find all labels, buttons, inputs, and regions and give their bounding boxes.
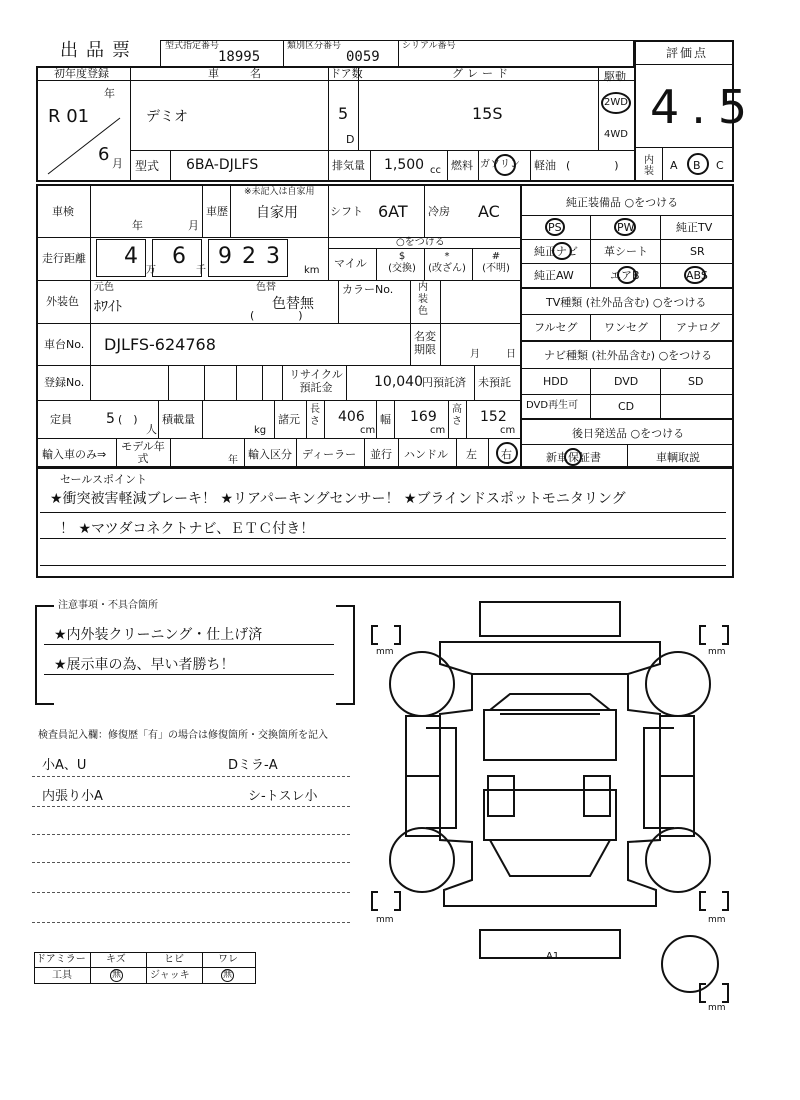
inspector-row1-left: 小A、U bbox=[42, 758, 87, 773]
notes-line-1: ★内外装クリーニング・仕上げ済 bbox=[54, 627, 263, 643]
mileage-opt-mile: マイル bbox=[334, 257, 367, 270]
notes-bracket bbox=[34, 604, 356, 708]
fuel-gasoline: ガソリン bbox=[480, 159, 520, 170]
recycle-status: 円預託済 bbox=[422, 376, 466, 389]
sheet-title: 出品票 bbox=[60, 40, 138, 61]
interior-a: A bbox=[670, 159, 678, 172]
tv-fullseg: フルセグ bbox=[534, 321, 578, 334]
mileage-digit-1: 4 bbox=[124, 244, 138, 269]
handle-left: 左 bbox=[466, 448, 477, 461]
type-spec-value: 18995 bbox=[218, 49, 261, 65]
later-warranty: 新車保証書 bbox=[546, 451, 601, 464]
tv-oneseg: ワンセグ bbox=[604, 321, 648, 334]
interior-label: 内装 bbox=[644, 155, 654, 177]
navi-hdd: HDD bbox=[543, 375, 569, 388]
navi-title: ナビ種類 (社外品含む) ○をつける bbox=[544, 349, 713, 362]
grade-label: グレード bbox=[452, 67, 512, 80]
import-label: 輸入車のみ⇒ bbox=[42, 448, 107, 461]
doors-value: 5 bbox=[338, 104, 349, 123]
doors-label: ドア数 bbox=[330, 67, 363, 80]
model-year-unit: 年 bbox=[228, 455, 238, 466]
name-change-month: 月 bbox=[470, 349, 480, 360]
equip-tv: 純正TV bbox=[676, 221, 713, 234]
missing-h3: ヒビ bbox=[164, 954, 184, 965]
notes-label: 注意事項・不具合箇所 bbox=[58, 600, 158, 611]
chassis-value: DJLFS-624768 bbox=[104, 335, 216, 354]
import-type-label: 輸入区分 bbox=[248, 448, 292, 461]
grade-value: 15S bbox=[472, 104, 503, 123]
mileage-digit-4: 2 bbox=[242, 244, 256, 269]
height-value: 152 bbox=[480, 409, 507, 425]
category-label: 類別区分番号 bbox=[287, 41, 342, 51]
rating-value: 4.5 bbox=[650, 80, 760, 134]
tv-analog: アナログ bbox=[676, 321, 720, 334]
missing-jack-value: 無 bbox=[223, 970, 233, 980]
height-unit: cm bbox=[500, 425, 516, 436]
repaint-value: 色替無 bbox=[272, 296, 314, 312]
inspector-row1-right: Dミラ-A bbox=[228, 758, 278, 773]
equip-abs-circle bbox=[684, 266, 706, 284]
navi-dvd-playback: DVD再生可 bbox=[526, 400, 579, 411]
capacity-value: 5 bbox=[106, 411, 115, 427]
capacity-label: 定員 bbox=[50, 413, 72, 426]
drive-4wd: 4WD bbox=[604, 129, 628, 140]
equip-pw: PW bbox=[617, 221, 635, 234]
displacement-unit: cc bbox=[430, 165, 441, 176]
handle-right: 右 bbox=[501, 448, 512, 461]
shift-value: 6AT bbox=[378, 202, 408, 221]
model-value: 6BA-DJLFS bbox=[186, 157, 259, 173]
mileage-opt-unknown: # (不明) bbox=[482, 251, 510, 274]
displacement-value: 1,500 bbox=[384, 157, 425, 173]
first-reg-month: 6 bbox=[98, 144, 110, 165]
inspector-label: 検査員記入欄：修復歴「有」の場合は修復箇所・交換箇所を記入 bbox=[38, 730, 328, 741]
import-parallel: 並行 bbox=[370, 448, 392, 461]
name-change-day: 日 bbox=[506, 349, 516, 360]
shift-label: シフト bbox=[330, 205, 363, 218]
mm-rear-right: mm bbox=[708, 915, 726, 925]
repaint-paren: ( ) bbox=[250, 309, 303, 322]
ac-value: AC bbox=[478, 202, 500, 221]
later-title: 後日発送品 ○をつける bbox=[572, 427, 685, 440]
year-unit: 年 bbox=[104, 87, 115, 100]
missing-tool-label: 工具 bbox=[52, 970, 72, 981]
equip-ps-circle bbox=[545, 218, 565, 236]
missing-h2: キズ bbox=[106, 954, 126, 965]
color-no-label: カラーNo. bbox=[342, 283, 394, 296]
fuel-label: 燃料 bbox=[451, 159, 473, 172]
sales-line-2: ！ ★マツダコネクトナビ、ＥＴＣ付き！ bbox=[60, 521, 315, 537]
length-value: 406 bbox=[338, 409, 365, 425]
height-label: 高さ bbox=[452, 404, 462, 427]
equip-airbag: エアB bbox=[610, 269, 640, 282]
car-name-label: 車 名 bbox=[208, 67, 271, 80]
load-label: 積載量 bbox=[162, 413, 195, 426]
navi-dvd: DVD bbox=[614, 375, 639, 388]
color-label: 外装色 bbox=[46, 295, 79, 308]
fuel-paren: ( ) bbox=[566, 159, 619, 172]
inspection-label: 車検 bbox=[52, 205, 74, 218]
load-unit: kg bbox=[254, 425, 267, 436]
equip-navi: 純正ナビ bbox=[534, 245, 578, 258]
ac-label: 冷房 bbox=[428, 205, 450, 218]
mileage-digit-5: 3 bbox=[266, 244, 280, 269]
equip-airbag-circle bbox=[617, 266, 637, 284]
mileage-sen: 千 bbox=[196, 265, 206, 276]
interior-b: B bbox=[693, 159, 701, 172]
reg-no-label: 登録No. bbox=[44, 376, 85, 389]
recycle-label: リサイクル預託金 bbox=[289, 368, 343, 394]
mileage-man: 万 bbox=[146, 265, 156, 276]
chassis-label: 車台No. bbox=[44, 338, 85, 351]
month-unit: 月 bbox=[112, 157, 123, 170]
fuel-gasoline-circle bbox=[494, 154, 516, 176]
tv-title: TV種類 (社外品含む) ○をつける bbox=[546, 296, 707, 309]
width-value: 169 bbox=[410, 409, 437, 425]
inspector-row2-right: シ-トスレ小 bbox=[248, 789, 318, 804]
model-label: 型式 bbox=[135, 159, 160, 173]
equip-abs: ABS bbox=[686, 269, 708, 282]
mm-rear-left: mm bbox=[376, 915, 394, 925]
navi-cd: CD bbox=[618, 400, 635, 413]
capacity-paren: ( ) bbox=[118, 413, 138, 426]
doors-type: D bbox=[346, 133, 355, 146]
later-manual: 車輌取説 bbox=[656, 451, 700, 464]
first-reg-label: 初年度登録 bbox=[54, 67, 109, 80]
handle-label: ハンドル bbox=[404, 448, 448, 461]
rating-label: 評価点 bbox=[666, 46, 709, 60]
mileage-opt-tamper: * (改ざん) bbox=[428, 251, 466, 274]
car-name-value: デミオ bbox=[146, 109, 188, 125]
category-value: 0059 bbox=[346, 49, 380, 65]
displacement-label: 排気量 bbox=[332, 159, 365, 172]
fuel-diesel: 軽油 bbox=[534, 159, 556, 172]
history-value: 自家用 bbox=[256, 205, 298, 221]
mileage-note: ○をつける bbox=[396, 237, 445, 248]
mileage-digit-3: 9 bbox=[218, 244, 232, 269]
equip-pw-circle bbox=[614, 218, 636, 236]
width-label: 幅 bbox=[380, 413, 391, 426]
navi-sd: SD bbox=[688, 375, 704, 388]
std-equip-title: 純正装備品 ○をつける bbox=[566, 196, 679, 209]
inspector-row2-left: 内張り小A bbox=[42, 789, 103, 804]
inspection-month: 月 bbox=[188, 219, 199, 232]
orig-color-label: 元色 bbox=[94, 282, 114, 293]
recycle-value: 10,040 bbox=[374, 374, 423, 390]
dim-label: 諸元 bbox=[278, 413, 300, 426]
missing-h4: ワレ bbox=[218, 954, 238, 965]
mileage-opt-exchange: $ (交換) bbox=[388, 251, 416, 274]
repaint-label: 色替 bbox=[256, 282, 276, 293]
mileage-unit: km bbox=[304, 265, 320, 276]
mm-spare: mm bbox=[708, 1003, 726, 1013]
equip-sr: SR bbox=[690, 245, 705, 258]
mileage-label: 走行距離 bbox=[42, 252, 86, 265]
mm-front-left: mm bbox=[376, 647, 394, 657]
length-unit: cm bbox=[360, 425, 376, 436]
equip-leather: 革シート bbox=[604, 245, 648, 258]
interior-c: C bbox=[716, 159, 724, 172]
equip-ps: PS bbox=[548, 221, 562, 234]
mm-front-right: mm bbox=[708, 647, 726, 657]
width-unit: cm bbox=[430, 425, 446, 436]
missing-jack-label: ジャッキ bbox=[150, 970, 190, 981]
mileage-box-man bbox=[96, 239, 146, 277]
length-label: 長さ bbox=[310, 404, 320, 427]
capacity-unit: 人 bbox=[146, 423, 157, 436]
drive-2wd: 2WD bbox=[604, 97, 628, 108]
inspection-year: 年 bbox=[132, 219, 143, 232]
diagram-bottom-mark: A1 bbox=[546, 951, 560, 962]
orig-color-value: ﾎﾜｲﾄ bbox=[94, 299, 122, 315]
later-warranty-circle bbox=[564, 448, 582, 466]
recycle-unpaid: 未預託 bbox=[478, 376, 511, 389]
history-label: 車歴 bbox=[206, 205, 228, 218]
equip-navi-circle bbox=[552, 242, 572, 260]
equip-aw: 純正AW bbox=[534, 269, 574, 282]
serial-label: シリアル番号 bbox=[402, 41, 456, 51]
missing-h1: ドアミラー bbox=[36, 954, 86, 965]
interior-color-label: 内装色 bbox=[418, 282, 428, 317]
mileage-digit-2: 6 bbox=[172, 244, 186, 269]
sales-label: セールスポイント bbox=[60, 473, 148, 486]
import-dealer: ディーラー bbox=[302, 448, 357, 461]
type-spec-label: 型式指定番号 bbox=[165, 41, 220, 51]
sales-line-1: ★衝突被害軽減ブレーキ！ ★リアパーキングセンサー！ ★ブラインドスポットモニタリング bbox=[50, 491, 626, 507]
notes-line-2: ★展示車の為、早い者勝ち！ bbox=[54, 657, 235, 673]
missing-tool-value: 無 bbox=[112, 970, 122, 980]
model-year-label: モデル年式 bbox=[121, 440, 165, 465]
first-reg-era: R 01 bbox=[48, 106, 90, 127]
history-note: ※未記入は自家用 bbox=[244, 187, 315, 197]
name-change-label: 名変期限 bbox=[414, 330, 436, 356]
drive-label: 駆動 bbox=[604, 70, 626, 83]
